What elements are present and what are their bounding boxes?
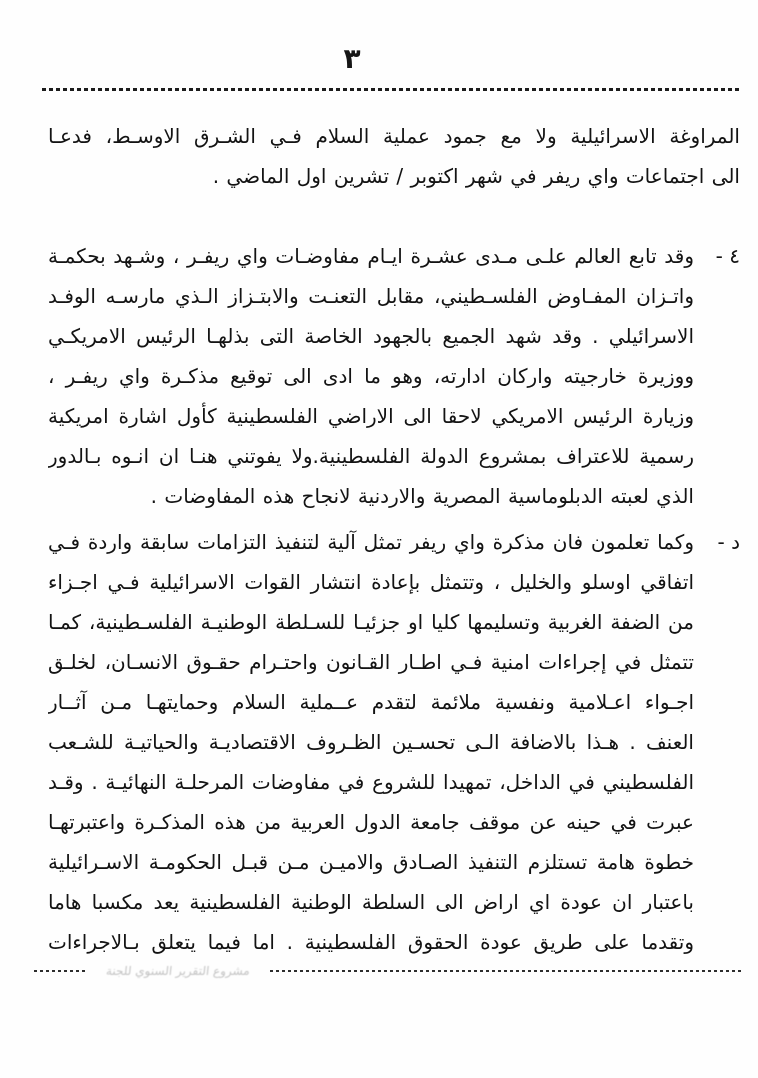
paragraph-line: رسمية للاعتراف بمشروع الدولة الفلسطينية.ولا يفوتني هنـا ان انـوه بـالدور bbox=[48, 444, 694, 468]
paragraph-line: الفلسطيني في الداخل، تمهيدا للشروع في مفاوضات المرحلـة النهائيـة . وقـد bbox=[48, 770, 694, 794]
footer-faint-stamp-text: مشروع التقرير السنوي للجنة bbox=[105, 964, 251, 978]
paragraph bbox=[48, 116, 740, 196]
footer-rule-right-segment bbox=[270, 970, 742, 972]
footer-rule-left-segment bbox=[34, 970, 86, 972]
paragraph-line: الذي لعبته الدبلوماسية المصرية والاردنية لانجاح هذه المفاوضات . bbox=[150, 484, 694, 508]
paragraph-line: الاسرائيلي . وقد شهد الجميع بالجهود الخاصة التى بذلهـا الرئيس الامريكـي bbox=[48, 324, 694, 348]
paragraph-line: واتـزان المفـاوض الفلسـطيني، مقابل التعنـت والابتـزاز الـذي مارسـه الوفـد bbox=[48, 284, 694, 308]
paragraph-line: وزيارة الرئيس الامريكي لاحقا الى الاراضي الفلسطينية كأول اشارة امريكية bbox=[48, 404, 694, 428]
paragraph-line: تتمثل في إجراءات امنية فـي اطـار القـانون واحتـرام حقـوق الانسـان، لخلـق bbox=[48, 650, 694, 674]
paragraph-line: عبرت في حينه عن موقف جامعة الدول العربية من هذه المذكـرة واعتبرتهـا bbox=[48, 810, 694, 834]
paragraph-line: الى اجتماعات واي ريفر في شهر اكتوبر / تشرين اول الماضي . bbox=[212, 164, 740, 188]
footer-rule bbox=[34, 964, 742, 978]
paragraph-line: باعتبار ان عودة اي اراض الى السلطة الوطنية الفلسطينية يعد مكسبا هاما bbox=[48, 890, 694, 914]
paragraph-line: المراوغة الاسرائيلية ولا مع جمود عملية السلام فـي الشـرق الاوسـط، فدعـا bbox=[48, 124, 740, 148]
paragraph bbox=[48, 522, 740, 962]
paragraph-line: وكما تعلمون فان مذكرة واي ريفر تمثل آلية لتنفيذ التزامات سابقة واردة فـي bbox=[48, 530, 694, 554]
paragraph-line: ووزيرة خارجيته واركان ادارته، وهو ما ادى الى توقيع مذكـرة واي ريفـر ، bbox=[48, 364, 694, 388]
paragraph-marker: د - bbox=[717, 530, 740, 554]
page-number: ٣ bbox=[343, 42, 361, 75]
paragraph-line: خطوة هامة تستلزم التنفيذ الصـادق والاميـن مـن قبـل الحكومـة الاسـرائيلية bbox=[48, 850, 694, 874]
paragraph-line: اجـواء اعـلامية ونفسية ملائمة لتقدم عــملية السلام وحمايتهـا مـن آثــار bbox=[48, 690, 694, 714]
paragraph-marker: ٤ - bbox=[715, 244, 740, 268]
paragraph-line: وتقدما على طريق عودة الحقوق الفلسطينية . اما فيما يتعلق بـالاجراءات bbox=[48, 930, 694, 954]
paragraph-line: العنف . هـذا بالاضافة الـى تحسـين الظـروف الاقتصاديـة والحياتيـة للشـعب bbox=[48, 730, 694, 754]
header-rule bbox=[42, 88, 740, 91]
paragraph-line: من الضفة الغربية وتسليمها كليا او جزئيـا للسـلطة الوطنيـة الفلسـطينية، كمـا bbox=[48, 610, 694, 634]
paragraph-line: اتفاقي اوسلو والخليل ، وتتمثل بإعادة انتشار القوات الاسرائيلية فـي اجـزاء bbox=[48, 570, 694, 594]
paragraph bbox=[48, 236, 740, 516]
document-body bbox=[48, 116, 740, 962]
paragraph-line: وقد تابع العالم علـى مـدى عشـرة ايـام مفاوضـات واي ريفـر ، وشـهد بحكمـة bbox=[48, 244, 694, 268]
